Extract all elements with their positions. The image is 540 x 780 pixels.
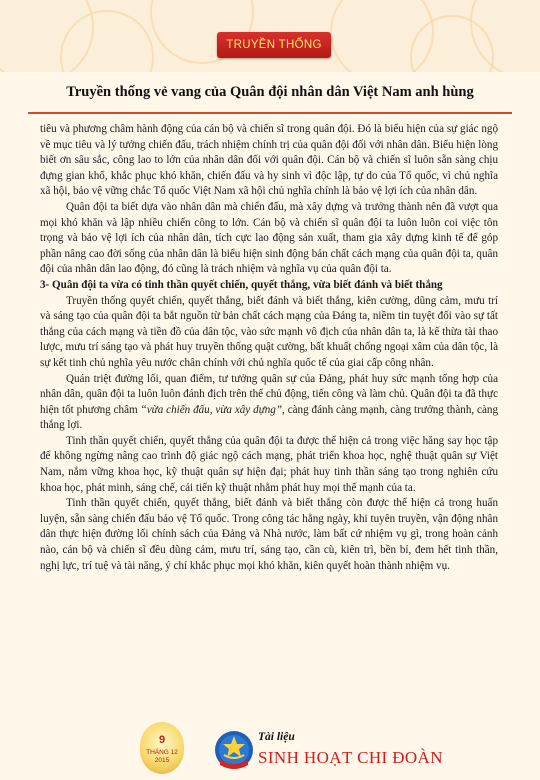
paragraph: Tinh thần quyết chiến, quyết thắng của quân đội ta được thể hiện cả trong việc hăng say học tập để không ngừng nâng cao trình độ giác ngộ cách mạng, phát triển khoa học, nghệ thuật quân sự Việt Nam, nắm vững khoa học, kỹ thuật quân sự hiện đại; phát huy tinh thần sáng tạo trong nghiên cứu khoa học, phát minh, sáng chế, cải tiến kỹ thuật nhằm phát huy mọi thế mạnh của ta. (40, 434, 498, 494)
section-banner (217, 32, 331, 58)
paragraph: Quân đội ta biết dựa vào nhân dân mà chiến đấu, mà xây dựng và trưởng thành nên đã vượt qua mọi khó khăn và lập nhiều chiến công to lớn. Cán bộ và chiến sĩ quân đội ta luôn luôn coi việc tôn trọng và bảo vệ lợi ích của nhân dân, tích cực lao động sản xuất, tham gia xây dựng kinh tế để góp phần nâng cao đời sống của nhân dân là biểu hiện sinh động bản chất cách mạng của quân đội ta, quân đội của nhân dân lao động, đó cũng là trách nhiệm và nghĩa vụ của quân đội ta. (40, 200, 498, 276)
medallion-disc (140, 722, 184, 774)
paragraph (40, 372, 498, 434)
article-title: Truyền thống vẻ vang của Quân đội nhân dân Việt Nam anh hùng (66, 84, 474, 100)
youth-union-emblem-icon (214, 729, 254, 771)
publication-name: SINH HOẠT CHI ĐOÀN (258, 748, 443, 767)
quoted-motto: “vừa chiến đấu, vừa xây dựng” (140, 403, 283, 416)
series-label: Tài liệu (258, 731, 295, 743)
paragraph: Tinh thần quyết chiến, quyết thắng, biết đánh và biết thắng còn được thể hiện cả trong huấn luyện, sẵn sàng chiến đấu bảo vệ Tổ quốc. Trong công tác hằng ngày, khi tuyên truyền, vận động nhân dân thực hiện đường lối chính sách của Đảng và Nhà nước, làm bất cứ nhiệm vụ gì, trong hoàn cảnh nào, cán bộ và chiến sĩ đều dũng cảm, mưu trí, sáng tạo, cần cù, kiên trì, bền bỉ, đem hết tinh thần, nghị lực, trí tuệ và tài năng, ý chí khắc phục mọi khó khăn, kiên quyết hoàn thành nhiệm vụ. (40, 497, 498, 572)
article-body (40, 122, 498, 718)
page-number: 9 (158, 734, 166, 746)
section-banner-label: TRUYỀN THỐNG (226, 39, 322, 51)
title-divider (28, 112, 512, 114)
paragraph-text: , càng đánh càng mạnh, càng trưởng thành, càng thắng lợi. (40, 403, 498, 432)
page-medallion-icon (140, 722, 184, 774)
section-heading: 3- Quân đội ta vừa có tinh thần quyết chiến, quyết thắng, vừa biết đánh và biết thắng (40, 278, 443, 291)
issue-date (140, 749, 184, 765)
issue-year: 2015 (154, 757, 170, 764)
issue-month: THÁNG 12 (146, 749, 178, 756)
paragraph: Truyền thống quyết chiến, quyết thắng, biết đánh và biết thắng, kiên cường, dũng cảm, mưu trí và sáng tạo của quân đội ta bắt nguồn từ bản chất cách mạng của Đảng ta, niềm tin tuyệt đối vào sự tất thắng của cách mạng và tiền đồ của dân tộc, vào sức mạnh vô địch của nhân dân ta, là kế thừa tài thao lược, mưu trí sáng tạo và phát huy truyền thống quật cường, bất khuất chống ngoại xâm của dân tộc, là sự kết tinh chủ nghĩa yêu nước chân chính với chủ nghĩa quốc tế của giai cấp công nhân. (40, 294, 498, 369)
paragraph: tiêu và phương châm hành động của cán bộ và chiến sĩ trong quân đội. Đó là biểu hiện của sự giác ngộ về mục tiêu và lý tưởng chiến đấu, trách nhiệm chính trị của quân đội đối với nhân dân. Biểu hiện lòng biết ơn sâu sắc, công lao to lớn của nhân dân đối với quân đội. Cán bộ và chiến sĩ luôn sẵn sàng chịu đựng gian khổ, khắc phục khó khăn, chiến đấu và hy sinh vì độc lập, tự do của Tổ quốc, vì chủ nghĩa xã hội, bảo vệ vững chắc Tổ quốc Việt Nam xã hội chủ nghĩa chính là bảo vệ lợi ích của nhân dân. (40, 123, 498, 198)
paragraph-text: Quán triệt đường lối, quan điểm, tư tưởng quân sự của Đảng, phát huy sức mạnh tổng hợp của nhân dân, quân đội ta luôn luôn đánh địch trên thế chủ động, tiến công và làm chủ. Quân đội ta đã thực hiện tốt phương châm (40, 372, 498, 416)
